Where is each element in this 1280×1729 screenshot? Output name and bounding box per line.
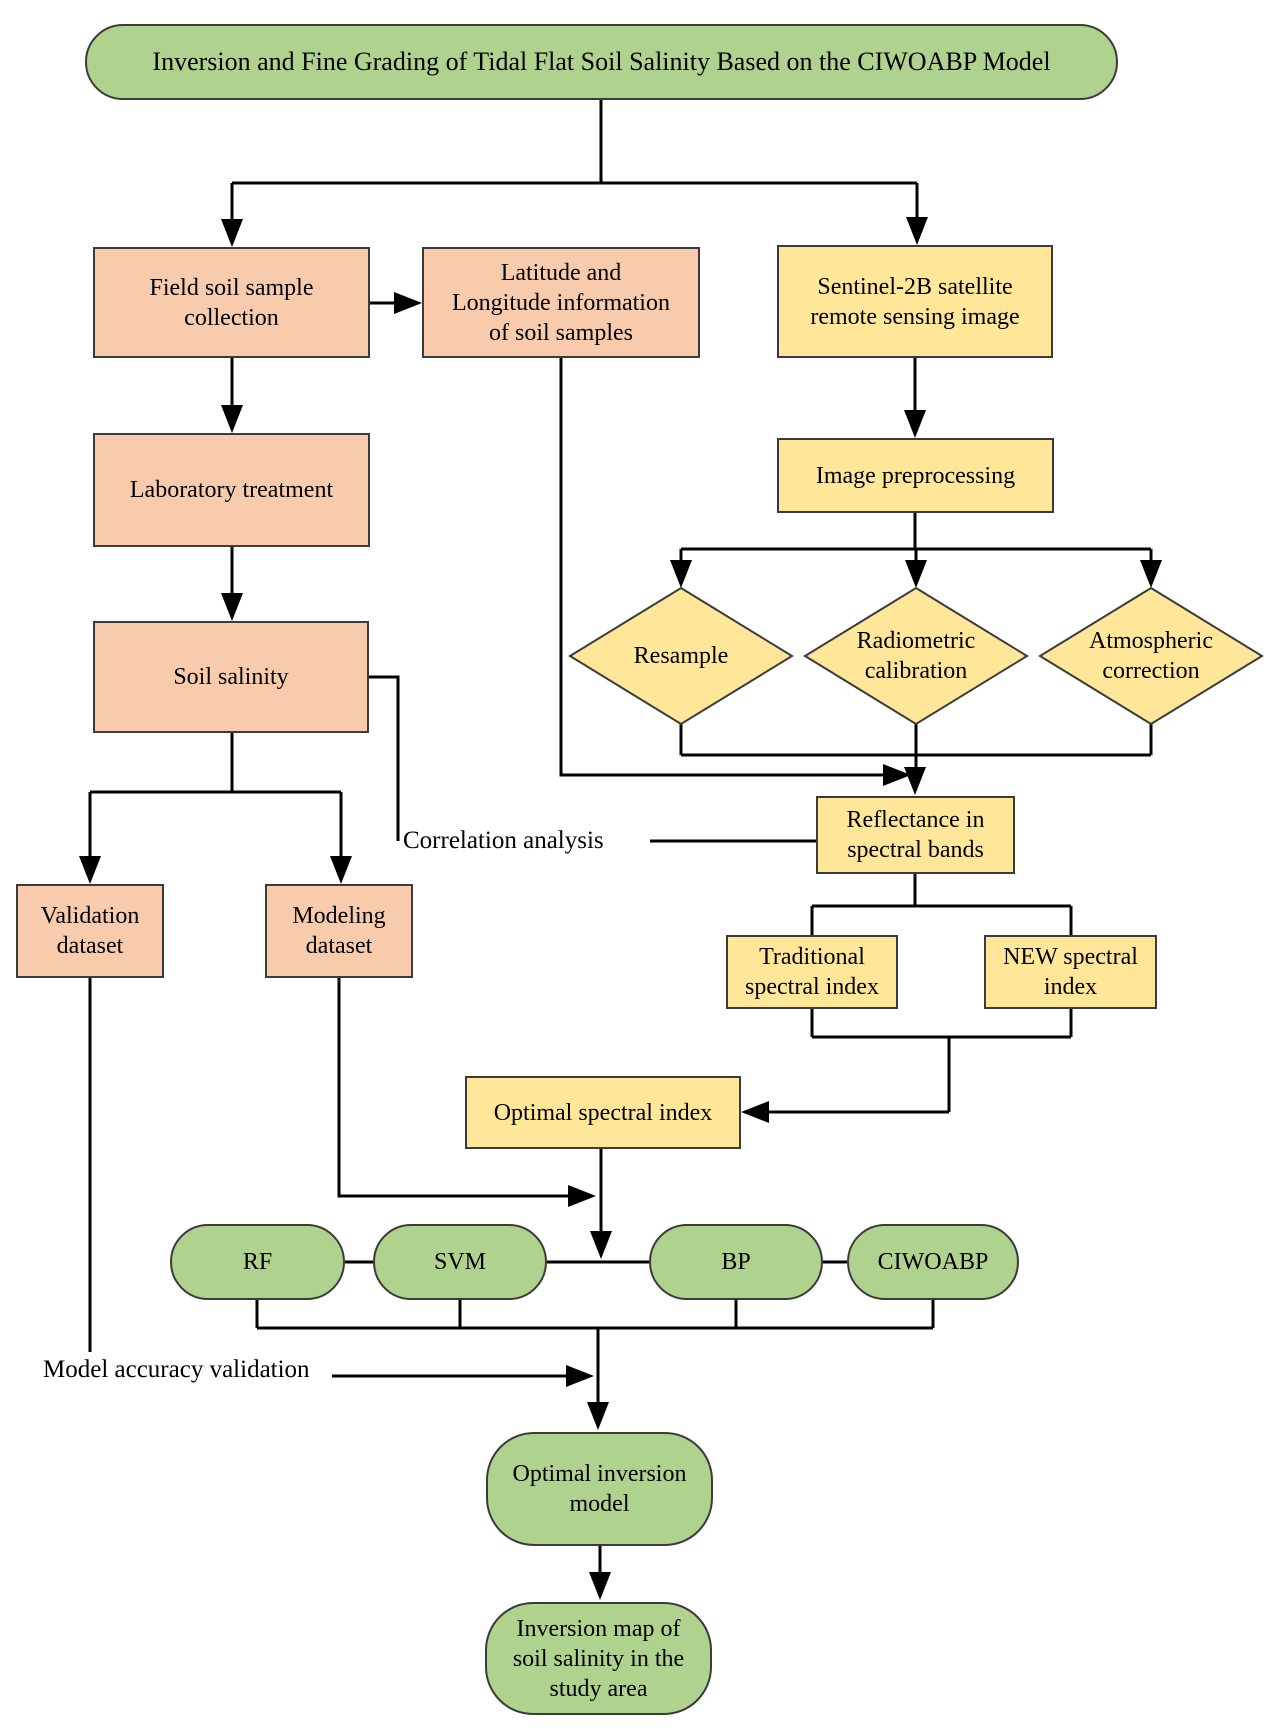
node-label: Inversion map of bbox=[516, 1615, 681, 1642]
node-model-ciwoabp bbox=[847, 1224, 1019, 1300]
edge-correlation bbox=[369, 677, 816, 841]
node-label: remote sensing image bbox=[810, 303, 1020, 330]
node-model-svm bbox=[373, 1224, 547, 1300]
arrowheads bbox=[79, 217, 1162, 1600]
node-label: spectral index bbox=[745, 974, 879, 1000]
node-traditional-index bbox=[726, 935, 898, 1009]
node-label: Laboratory treatment bbox=[129, 477, 334, 503]
node-new-index bbox=[984, 935, 1157, 1009]
arrowhead-to-reflectance bbox=[904, 767, 926, 795]
node-label: Latitude and bbox=[500, 259, 622, 286]
edge-accuracy-validation bbox=[90, 978, 568, 1376]
node-label: Validation bbox=[40, 903, 140, 929]
edge-models-merge bbox=[257, 1300, 933, 1328]
node-label: Reflectance in bbox=[846, 807, 985, 833]
node-label: BP bbox=[721, 1249, 751, 1275]
arrowhead-to-soil-salinity bbox=[221, 593, 243, 621]
edge-index-merge bbox=[767, 1009, 1071, 1112]
label-resample bbox=[581, 641, 781, 671]
edge-title-split bbox=[232, 100, 917, 221]
edge-index-split bbox=[812, 874, 1071, 935]
node-label: Field soil sample bbox=[149, 274, 314, 301]
node-label: CIWOABP bbox=[877, 1249, 989, 1275]
node-modeling-dataset bbox=[265, 884, 413, 978]
node-model-rf bbox=[170, 1224, 345, 1300]
title-text: Inversion and Fine Grading of Tidal Flat Soil Salinity Based on the CIWOABP Model bbox=[152, 47, 1051, 76]
arrowhead-to-modeling bbox=[330, 856, 352, 884]
label-atmospheric-correction bbox=[1051, 626, 1251, 686]
node-label: study area bbox=[549, 1675, 648, 1702]
label-radiometric-calibration bbox=[816, 626, 1016, 686]
node-label: Image preprocessing bbox=[815, 462, 1016, 489]
arrowhead-to-latlng bbox=[394, 292, 422, 314]
edge-latlng-reflectance bbox=[561, 358, 885, 775]
node-label: dataset bbox=[56, 933, 124, 959]
node-label: soil salinity in the bbox=[512, 1645, 685, 1672]
arrowhead-modeling-join bbox=[568, 1185, 596, 1207]
node-label: Soil salinity bbox=[173, 664, 289, 690]
node-label: Longitude information bbox=[452, 289, 670, 316]
node-image-preprocessing bbox=[777, 438, 1054, 513]
node-optimal-inversion-model bbox=[486, 1432, 713, 1546]
arrowhead-to-atmospheric bbox=[1140, 560, 1162, 588]
node-label: correction bbox=[1102, 658, 1200, 684]
arrowhead-to-preprocessing bbox=[904, 410, 926, 438]
node-label: of soil samples bbox=[489, 319, 633, 346]
arrowhead-to-models-row bbox=[590, 1231, 612, 1259]
node-reflectance bbox=[816, 796, 1015, 874]
node-label: spectral bands bbox=[847, 837, 984, 863]
node-label: Modeling bbox=[292, 903, 386, 929]
node-optimal-spectral-index bbox=[465, 1076, 741, 1149]
node-sentinel-image bbox=[777, 245, 1053, 358]
node-label: RF bbox=[242, 1249, 273, 1275]
node-label: Optimal spectral index bbox=[493, 1099, 713, 1126]
node-latlng-info bbox=[422, 247, 700, 358]
node-title bbox=[85, 24, 1118, 100]
node-model-bp bbox=[649, 1224, 823, 1300]
node-label: collection bbox=[184, 304, 279, 331]
arrowhead-to-inversion-map bbox=[589, 1572, 611, 1600]
arrowhead-to-validation bbox=[79, 856, 101, 884]
node-label: Optimal inversion bbox=[512, 1461, 687, 1487]
node-label: Radiometric bbox=[856, 628, 976, 654]
node-label: dataset bbox=[305, 933, 373, 959]
node-inversion-map bbox=[485, 1602, 712, 1715]
node-label: NEW spectral bbox=[1003, 944, 1138, 970]
node-laboratory-treatment bbox=[93, 433, 370, 547]
node-label: Sentinel-2B satellite bbox=[817, 273, 1013, 300]
edge-label-model-accuracy-validation: Model accuracy validation bbox=[43, 1356, 310, 1383]
edge-diamonds-merge bbox=[681, 724, 1151, 769]
edge-label-correlation-analysis: Correlation analysis bbox=[403, 827, 604, 854]
node-label: model bbox=[569, 1491, 630, 1517]
node-label: Atmospheric bbox=[1089, 628, 1213, 654]
arrowhead-to-resample bbox=[670, 560, 692, 588]
arrowhead-accuracy-join bbox=[566, 1365, 594, 1387]
node-label: Resample bbox=[633, 643, 729, 669]
node-label: SVM bbox=[433, 1249, 487, 1275]
node-soil-salinity bbox=[93, 621, 369, 733]
arrowhead-to-optimal-index bbox=[741, 1101, 769, 1123]
arrowhead-to-radiometric bbox=[905, 560, 927, 588]
edge-dataset-split bbox=[90, 733, 341, 858]
node-field-sample-collection bbox=[93, 247, 370, 358]
node-label: index bbox=[1043, 974, 1098, 1000]
node-validation-dataset bbox=[16, 884, 164, 978]
node-label: Traditional bbox=[759, 944, 865, 970]
arrowhead-to-laboratory bbox=[221, 405, 243, 433]
arrowhead-to-sentinel bbox=[906, 217, 928, 245]
node-label: calibration bbox=[864, 658, 968, 684]
arrowhead-to-field bbox=[221, 219, 243, 247]
arrowhead-to-optimal-model bbox=[587, 1402, 609, 1430]
